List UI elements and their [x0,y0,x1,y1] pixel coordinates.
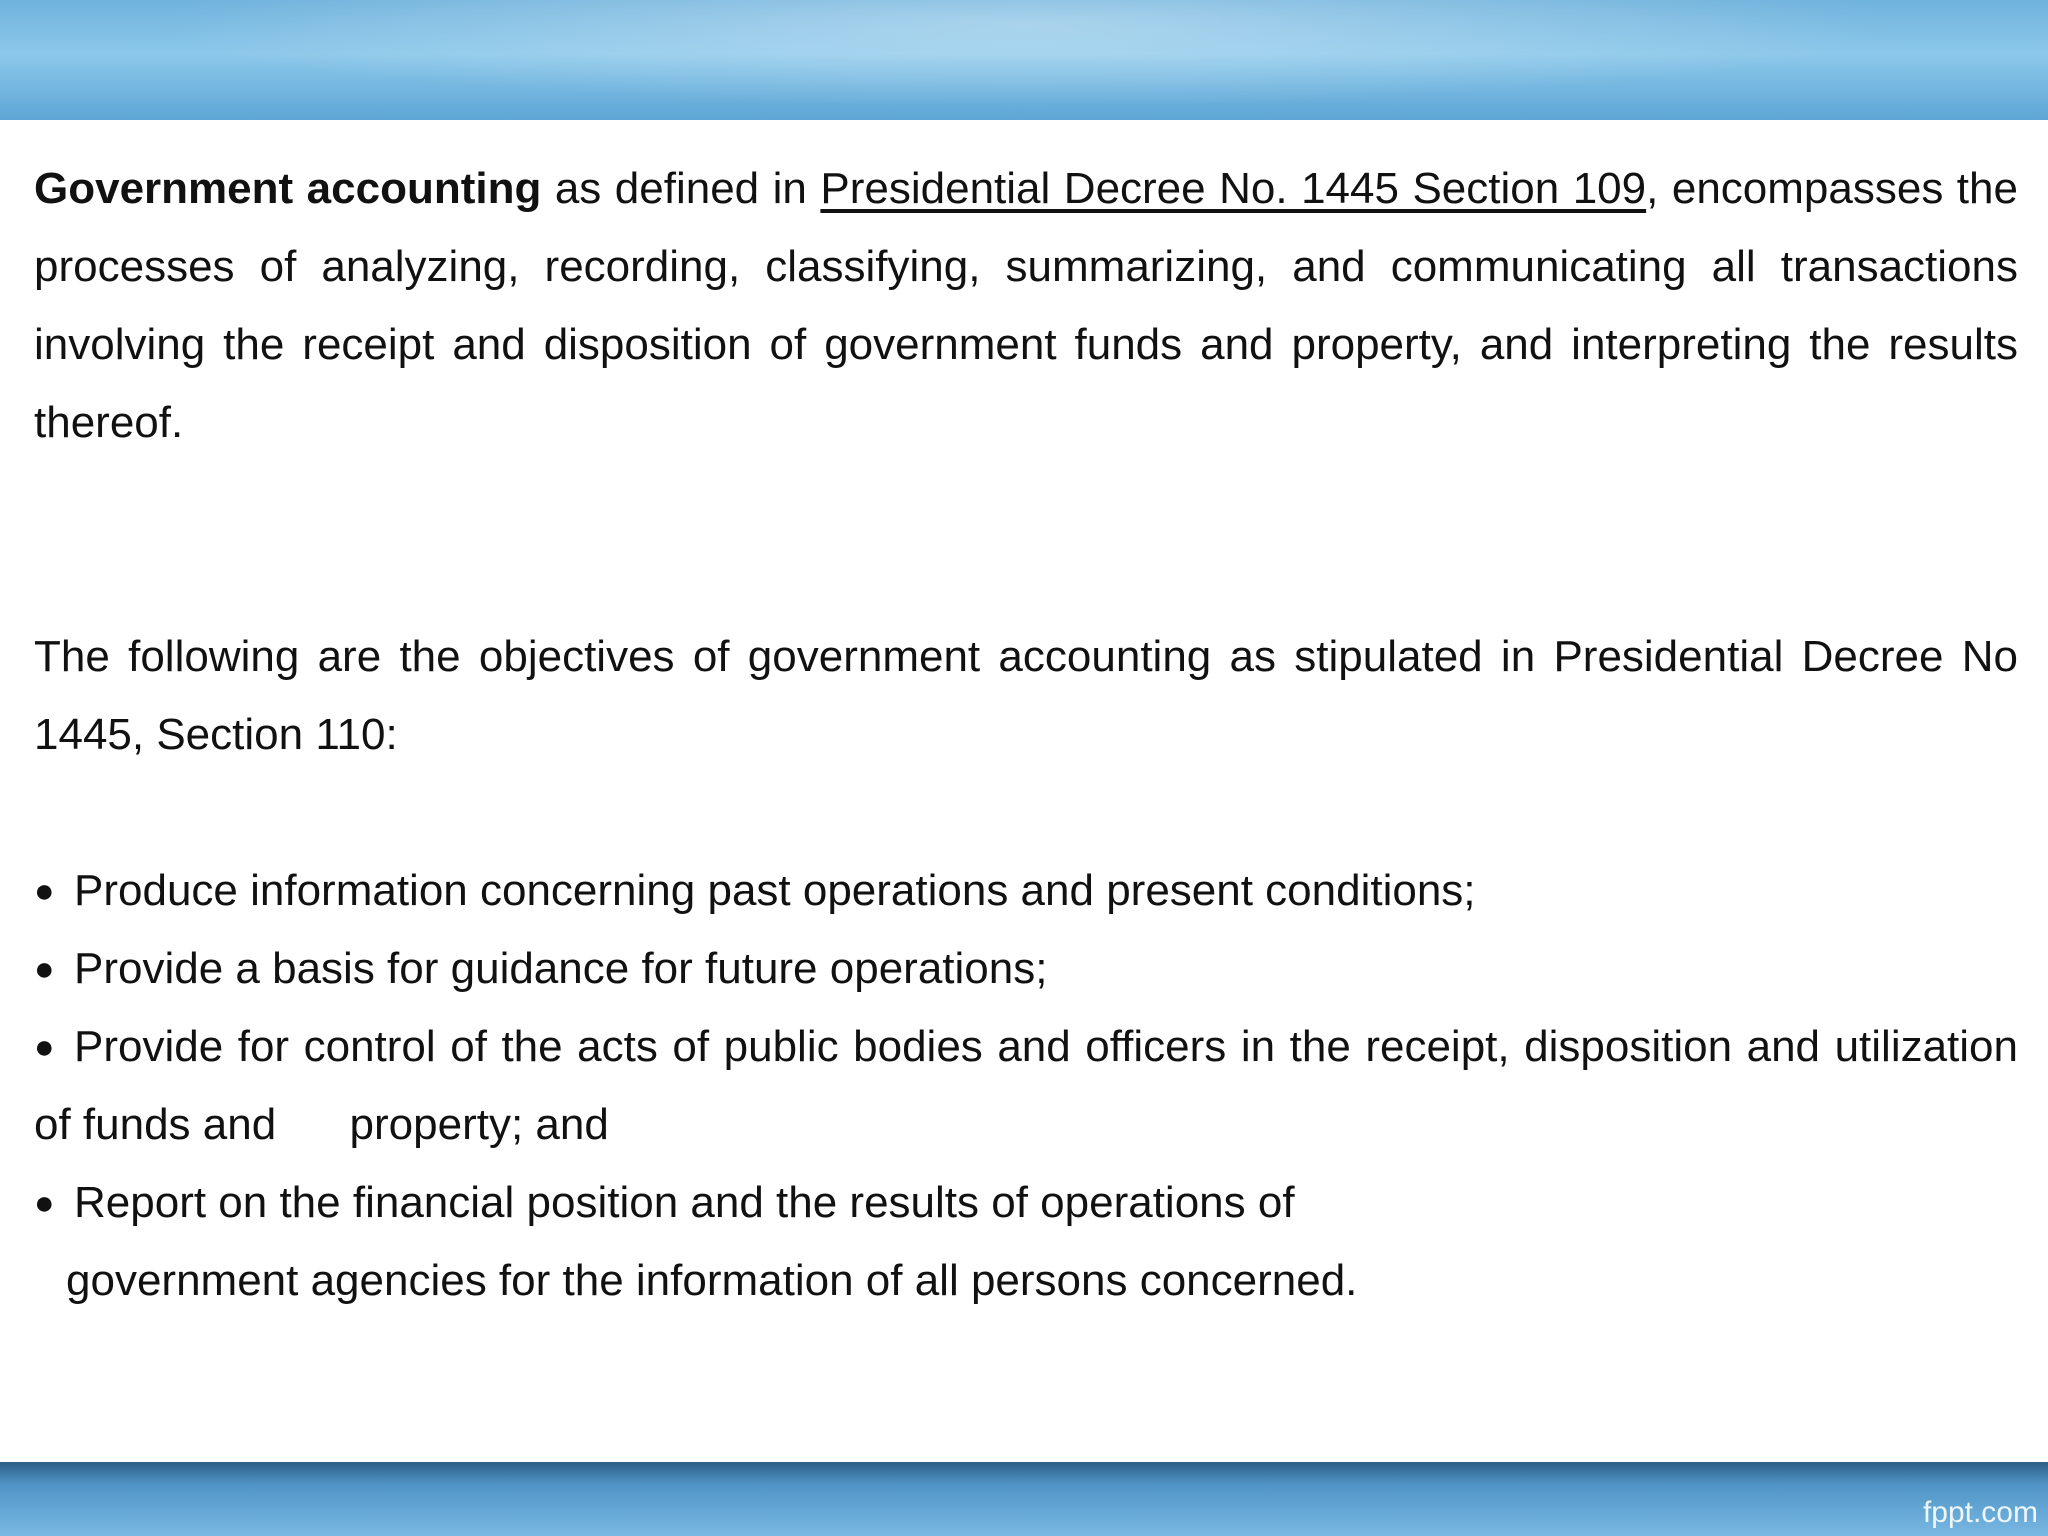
objective-text: Provide for control of the acts of public bodies and officers in the receipt, disposition and utilization of funds and property; and [34,1022,2031,1149]
definition-connector: as defined in [541,164,821,213]
bullet-icon: ● [34,1184,55,1222]
definition-body: , encompasses the processes of analyzing, recording, classifying, summarizing, and communicating all transactions involving the receipt and disposition of government funds and property, and interpreting the results thereof. [34,164,2018,447]
definition-paragraph [34,150,2018,462]
slide-content [34,150,2031,1320]
objective-text: Produce information concerning past operations and present conditions; [74,866,1476,915]
list-item [34,930,2018,1008]
list-item [34,1008,2031,1164]
brand-watermark: fppt.com [1922,1496,2038,1529]
bullet-icon: ● [34,1028,55,1066]
bullet-icon: ● [34,872,55,910]
objective-text: Report on the financial position and the results of operations of [74,1178,1295,1227]
header-band [0,0,2048,120]
legal-reference: Presidential Decree No. 1445 Section 109 [820,164,1647,213]
objective-continuation: government agencies for the information of all persons concerned. [66,1256,1358,1305]
objective-text: Provide a basis for guidance for future operations; [74,944,1048,993]
list-item [34,852,2018,930]
list-item [34,1164,2018,1320]
footer-band [0,1462,2048,1536]
objectives-list [34,852,2031,1320]
bullet-icon: ● [34,950,55,988]
objectives-intro: The following are the objectives of government accounting as stipulated in Presidential Decree No 1445, Section 110: [34,632,2018,759]
defined-term: Government accounting [34,164,542,213]
